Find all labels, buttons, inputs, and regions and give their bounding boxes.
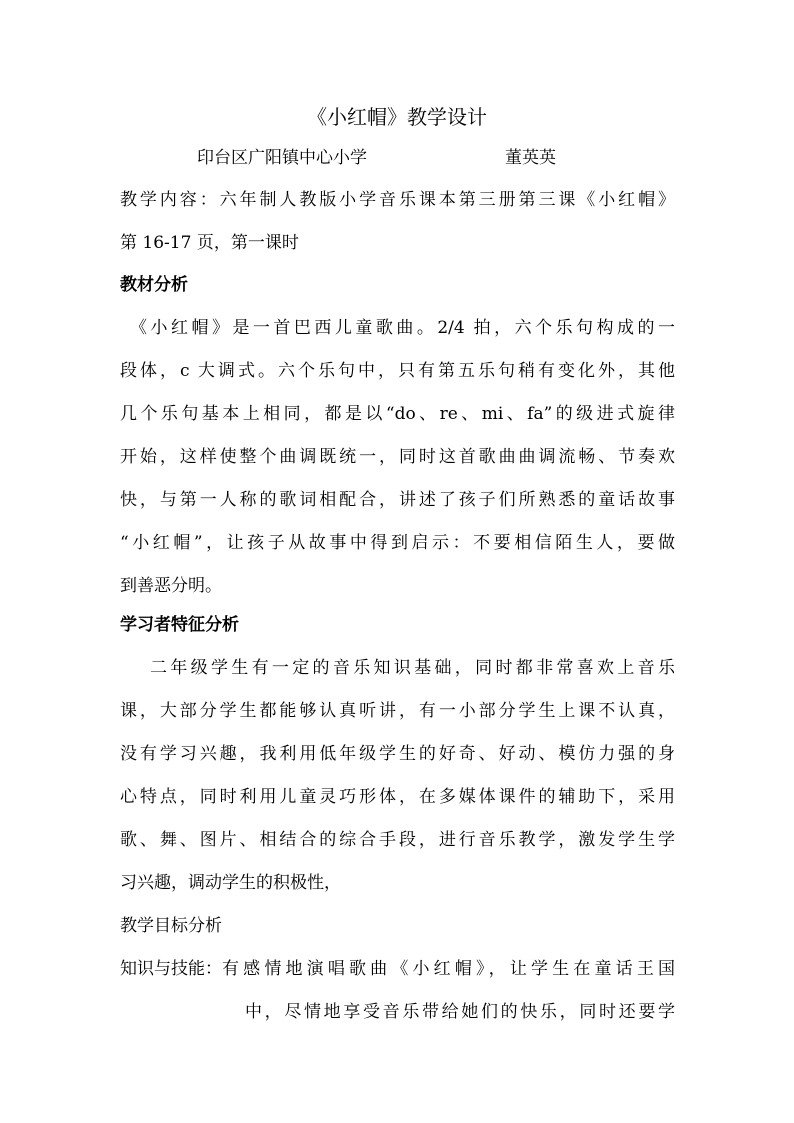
paragraph-line: 几个乐句基本上相同，都是以“do、re、mi、fa”的级进式旋律: [120, 404, 675, 424]
paragraph-line: 心特点，同时利用儿童灵巧形体，在多媒体课件的辅助下，采用: [120, 787, 675, 807]
content-line-1: 教学内容：六年制人教版小学音乐课本第三册第三课《小红帽》: [120, 190, 675, 210]
paragraph-line: 段体，c 大调式。六个乐句中，只有第五乐句稍有变化外，其他: [120, 361, 675, 381]
paragraph-line: 课，大部分学生都能够认真听讲，有一小部分学生上课不认真，: [120, 701, 675, 721]
paragraph-line: 快，与第一人称的歌词相配合，讲述了孩子们所熟悉的童话故事: [120, 490, 675, 510]
paragraph-line: “小红帽”，让孩子从故事中得到启示：不要相信陌生人，要做: [120, 533, 675, 553]
content-line-2: 第 16-17 页，第一课时: [120, 233, 299, 253]
goal-label: 知识与技能：: [120, 959, 222, 979]
paragraph-line: 到善恶分明。: [120, 576, 222, 596]
section-heading-learner-analysis: 学习者特征分析: [120, 615, 239, 635]
paragraph-line: 《小红帽》是一首巴西儿童歌曲。2/4 拍，六个乐句构成的一: [130, 318, 675, 338]
goal-line-2: 中，尽情地享受音乐带给她们的快乐，同时还要学: [245, 1002, 675, 1022]
paragraph-line: 二年级学生有一定的音乐知识基础，同时都非常喜欢上音乐: [150, 658, 675, 678]
author-name: 董英英: [505, 148, 556, 168]
school-name: 印台区广阳镇中心小学: [197, 148, 367, 168]
paragraph-line: 没有学习兴趣，我利用低年级学生的好奇、好动、模仿力强的身: [120, 744, 675, 764]
goal-line-1: 有感情地演唱歌曲《小红帽》，让学生在童话王国: [222, 959, 675, 979]
section-heading-material-analysis: 教材分析: [120, 275, 188, 295]
paragraph-line: 习兴趣，调动学生的积极性，: [120, 873, 341, 893]
paragraph-line: 歌、舞、图片、相结合的综合手段，进行音乐教学，激发学生学: [120, 830, 675, 850]
section-heading-teaching-goals: 教学目标分析: [120, 916, 222, 936]
document-title: 《小红帽》教学设计: [307, 105, 487, 129]
paragraph-line: 开始，这样使整个曲调既统一，同时这首歌曲曲调流畅、节奏欢: [120, 447, 675, 467]
